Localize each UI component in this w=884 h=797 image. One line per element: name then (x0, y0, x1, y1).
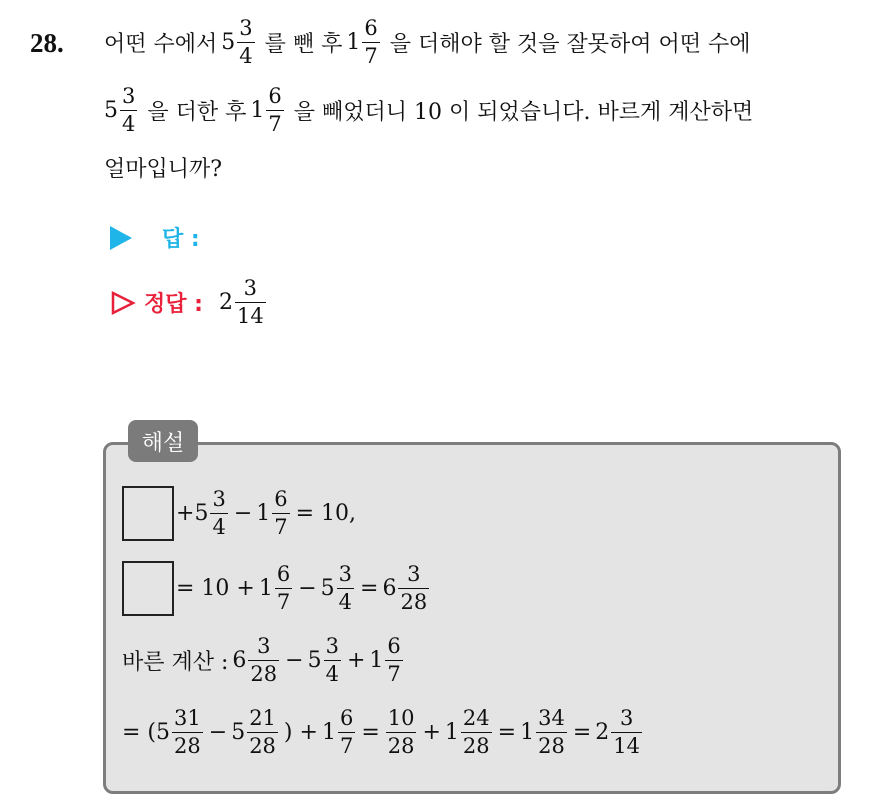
unknown-box (122, 486, 174, 541)
solution-row-4: = ( 5 $\frac{31}{28}$ − 5 $\frac{21}{28}$ ) + 1 $\frac{6}{7}$ = $\frac{10}{28}$ + 1 $\frac{24}{28}$ = 1 $\frac{34}{28}$ = 2 $\frac{3}{14}$ (122, 705, 640, 758)
question-line-1 (104, 10, 751, 74)
question-line-2 (104, 78, 753, 142)
question-text: 얼마입니까? (104, 156, 223, 182)
answer-label: 답 : (162, 227, 200, 252)
unknown-box (122, 561, 174, 616)
fraction: $\frac{6}{7}$ (268, 83, 282, 136)
question-line-3 (104, 135, 222, 199)
question-text: 어떤 수에서 (104, 31, 218, 57)
question-text: 을 더한 후 (147, 99, 247, 125)
correct-answer-row (110, 278, 268, 327)
mixed-whole: 1 (346, 29, 361, 55)
mixed-whole: 5 (221, 29, 236, 55)
question-text: 을 빼었더니 10 이 되었습니다. 바르게 계산하면 (293, 99, 754, 125)
play-arrow-icon (110, 226, 132, 250)
question-number: 28. (30, 28, 64, 58)
answer-row (110, 222, 200, 253)
question-text: 을 더해야 할 것을 잘못하여 어떤 수에 (389, 31, 751, 57)
question-text: 를 뺀 후 (264, 31, 343, 57)
solution-row-2: = 10 + 1 $\frac{6}{7}$ − 5 $\frac{3}{4}$ = 6 $\frac{3}{28}$ (122, 558, 431, 618)
fraction: $\frac{6}{7}$ (364, 15, 378, 68)
correct-answer-value: 2 $\frac{3}{14}$ (218, 276, 264, 328)
mixed-whole: 1 (250, 97, 265, 123)
fraction: $\frac{3}{4}$ (239, 15, 253, 68)
solution-row-1: + 5 $\frac{3}{4}$ − 1 $\frac{6}{7}$ = 10, (122, 483, 360, 543)
correct-answer-label: 정답 : (144, 292, 203, 317)
mixed-whole: 5 (104, 97, 118, 123)
fraction: $\frac{3}{4}$ (122, 83, 136, 136)
explanation-tag: 해설 (128, 420, 198, 462)
outline-arrow-icon (110, 290, 136, 316)
solution-row-3: 바른 계산 : 6 $\frac{3}{28}$ − 5 $\frac{3}{4}$ + 1 $\frac{6}{7}$ (122, 633, 401, 686)
